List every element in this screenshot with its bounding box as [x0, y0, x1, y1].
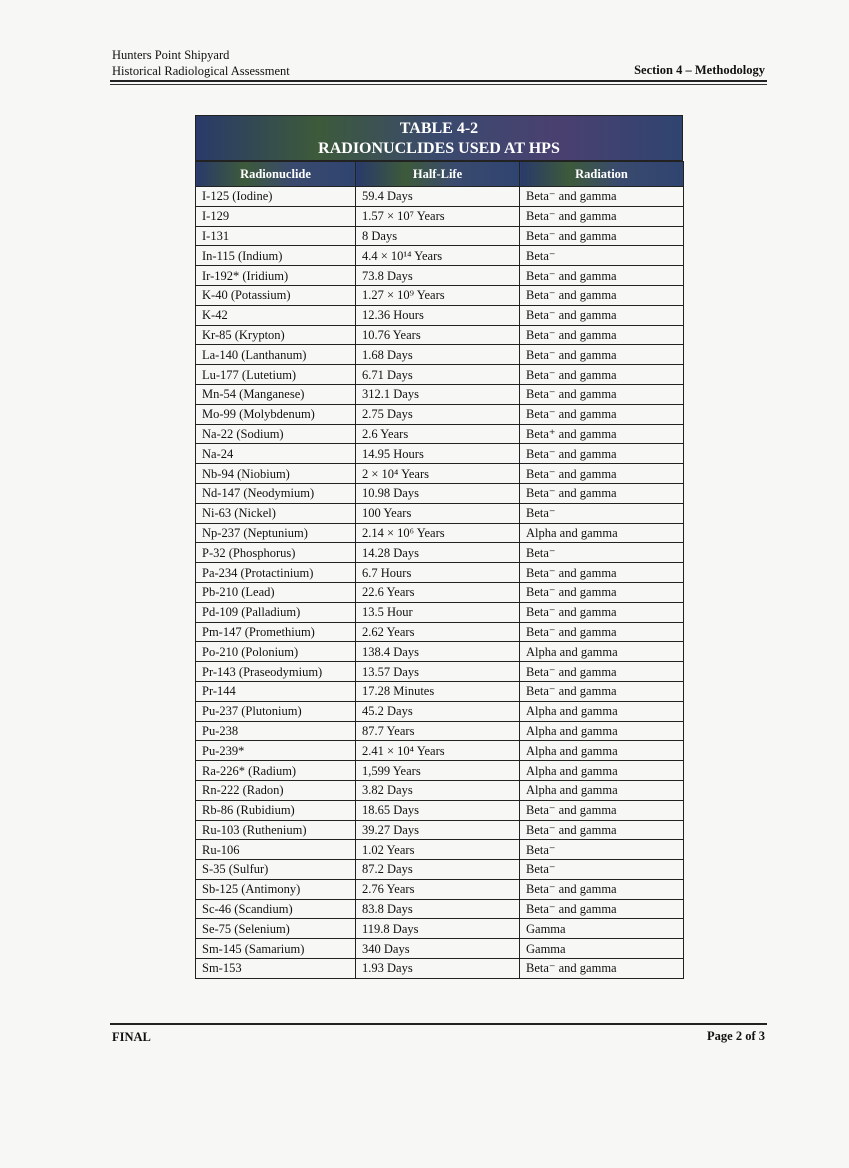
column-header-radiation: Radiation [520, 162, 684, 187]
half-life-cell: 1.02 Years [356, 840, 520, 860]
table-row [196, 622, 684, 642]
header-org-line2: Historical Radiological Assessment [112, 64, 290, 78]
half-life-cell: 3.82 Days [356, 780, 520, 800]
footer-page-number: Page 2 of 3 [707, 1029, 765, 1043]
half-life-cell: 4.4 × 10¹⁴ Years [356, 246, 520, 266]
header-rule-thin [110, 84, 767, 85]
radionuclide-cell: Rb-86 (Rubidium) [196, 800, 356, 820]
radiation-cell: Alpha and gamma [520, 701, 684, 721]
half-life-cell: 2.76 Years [356, 879, 520, 899]
table-row [196, 840, 684, 860]
radiation-cell: Beta⁻ [520, 246, 684, 266]
half-life-cell: 2.41 × 10⁴ Years [356, 741, 520, 761]
table-row [196, 483, 684, 503]
footer-rule [110, 1023, 767, 1025]
radionuclide-cell: Mo-99 (Molybdenum) [196, 404, 356, 424]
radionuclide-cell: Ni-63 (Nickel) [196, 503, 356, 523]
table-row [196, 879, 684, 899]
half-life-cell: 2.6 Years [356, 424, 520, 444]
half-life-cell: 14.95 Hours [356, 444, 520, 464]
half-life-cell: 59.4 Days [356, 187, 520, 207]
half-life-cell: 138.4 Days [356, 642, 520, 662]
radiation-cell: Beta⁻ and gamma [520, 681, 684, 701]
radionuclide-cell: K-40 (Potassium) [196, 285, 356, 305]
radionuclide-cell: P-32 (Phosphorus) [196, 543, 356, 563]
radionuclide-cell: Sm-153 [196, 959, 356, 979]
table-body [196, 187, 684, 979]
radionuclide-cell: Pu-237 (Plutonium) [196, 701, 356, 721]
table-row [196, 721, 684, 741]
radiation-cell: Beta⁻ and gamma [520, 325, 684, 345]
table-row [196, 761, 684, 781]
radiation-cell: Alpha and gamma [520, 721, 684, 741]
radionuclide-cell: Po-210 (Polonium) [196, 642, 356, 662]
radionuclide-cell: S-35 (Sulfur) [196, 860, 356, 880]
radionuclide-cell: I-125 (Iodine) [196, 187, 356, 207]
radionuclide-cell: Mn-54 (Manganese) [196, 384, 356, 404]
radiation-cell: Beta⁻ and gamma [520, 959, 684, 979]
half-life-cell: 10.76 Years [356, 325, 520, 345]
radiation-cell: Alpha and gamma [520, 761, 684, 781]
radiation-cell: Beta⁻ and gamma [520, 384, 684, 404]
radionuclide-cell: Pb-210 (Lead) [196, 582, 356, 602]
radiation-cell: Beta⁻ and gamma [520, 483, 684, 503]
table-row [196, 741, 684, 761]
radionuclide-cell: K-42 [196, 305, 356, 325]
radionuclide-cell: Pr-143 (Praseodymium) [196, 662, 356, 682]
radiation-cell: Beta⁻ and gamma [520, 820, 684, 840]
table-title-line2: RADIONUCLIDES USED AT HPS [318, 140, 560, 157]
table-row [196, 642, 684, 662]
table-row [196, 780, 684, 800]
half-life-cell: 100 Years [356, 503, 520, 523]
half-life-cell: 39.27 Days [356, 820, 520, 840]
radionuclide-cell: Sb-125 (Antimony) [196, 879, 356, 899]
half-life-cell: 312.1 Days [356, 384, 520, 404]
radionuclide-cell: Pm-147 (Promethium) [196, 622, 356, 642]
half-life-cell: 17.28 Minutes [356, 681, 520, 701]
table-row [196, 919, 684, 939]
data-table [195, 161, 684, 979]
table-row [196, 444, 684, 464]
radiation-cell: Beta⁻ and gamma [520, 266, 684, 286]
half-life-cell: 1.57 × 10⁷ Years [356, 206, 520, 226]
document-header [112, 47, 290, 79]
table-row [196, 800, 684, 820]
half-life-cell: 1.27 × 10⁹ Years [356, 285, 520, 305]
radiation-cell: Beta⁻ [520, 860, 684, 880]
radiation-cell: Beta⁺ and gamma [520, 424, 684, 444]
radiation-cell: Beta⁻ and gamma [520, 345, 684, 365]
radionuclide-cell: Pa-234 (Protactinium) [196, 563, 356, 583]
radionuclide-cell: Np-237 (Neptunium) [196, 523, 356, 543]
table-row [196, 899, 684, 919]
radionuclide-cell: Rn-222 (Radon) [196, 780, 356, 800]
radionuclide-cell: Ru-103 (Ruthenium) [196, 820, 356, 840]
header-rule [110, 80, 767, 82]
table-row [196, 206, 684, 226]
table-row [196, 820, 684, 840]
radionuclide-cell: Ir-192* (Iridium) [196, 266, 356, 286]
radiation-cell: Beta⁻ and gamma [520, 404, 684, 424]
table-row [196, 285, 684, 305]
radionuclide-cell: Pr-144 [196, 681, 356, 701]
table-row [196, 325, 684, 345]
radiation-cell: Beta⁻ and gamma [520, 899, 684, 919]
radionuclide-cell: Se-75 (Selenium) [196, 919, 356, 939]
radiation-cell: Beta⁻ and gamma [520, 582, 684, 602]
radiation-cell: Beta⁻ and gamma [520, 602, 684, 622]
radionuclide-cell: I-131 [196, 226, 356, 246]
radiation-cell: Beta⁻ and gamma [520, 226, 684, 246]
radiation-cell: Beta⁻ and gamma [520, 285, 684, 305]
half-life-cell: 13.57 Days [356, 662, 520, 682]
table-row [196, 662, 684, 682]
half-life-cell: 22.6 Years [356, 582, 520, 602]
table-row [196, 384, 684, 404]
half-life-cell: 87.2 Days [356, 860, 520, 880]
radionuclide-cell: Ru-106 [196, 840, 356, 860]
table-row [196, 860, 684, 880]
radionuclide-cell: Na-22 (Sodium) [196, 424, 356, 444]
header-section: Section 4 – Methodology [634, 63, 765, 77]
table-row [196, 543, 684, 563]
table-row [196, 681, 684, 701]
table-row [196, 523, 684, 543]
radiation-cell: Alpha and gamma [520, 780, 684, 800]
half-life-cell: 2.14 × 10⁶ Years [356, 523, 520, 543]
half-life-cell: 87.7 Years [356, 721, 520, 741]
half-life-cell: 8 Days [356, 226, 520, 246]
table-row [196, 187, 684, 207]
radiation-cell: Beta⁻ [520, 503, 684, 523]
radiation-cell: Gamma [520, 939, 684, 959]
radionuclide-cell: Nb-94 (Niobium) [196, 464, 356, 484]
table-row [196, 939, 684, 959]
table-row [196, 602, 684, 622]
radiation-cell: Beta⁻ and gamma [520, 800, 684, 820]
radiation-cell: Beta⁻ and gamma [520, 206, 684, 226]
radiation-cell: Alpha and gamma [520, 523, 684, 543]
radiation-cell: Alpha and gamma [520, 741, 684, 761]
radiation-cell: Beta⁻ and gamma [520, 563, 684, 583]
half-life-cell: 18.65 Days [356, 800, 520, 820]
radionuclide-cell: In-115 (Indium) [196, 246, 356, 266]
table-row [196, 563, 684, 583]
footer-status: FINAL [112, 1030, 151, 1044]
half-life-cell: 14.28 Days [356, 543, 520, 563]
half-life-cell: 10.98 Days [356, 483, 520, 503]
radionuclide-cell: Pu-238 [196, 721, 356, 741]
table-row [196, 959, 684, 979]
column-header-half-life: Half-Life [356, 162, 520, 187]
half-life-cell: 1.93 Days [356, 959, 520, 979]
table-row [196, 582, 684, 602]
radionuclide-cell: Lu-177 (Lutetium) [196, 365, 356, 385]
radionuclide-cell: I-129 [196, 206, 356, 226]
half-life-cell: 73.8 Days [356, 266, 520, 286]
table-row [196, 424, 684, 444]
radionuclide-cell: Nd-147 (Neodymium) [196, 483, 356, 503]
half-life-cell: 83.8 Days [356, 899, 520, 919]
half-life-cell: 13.5 Hour [356, 602, 520, 622]
radionuclide-cell: Sm-145 (Samarium) [196, 939, 356, 959]
half-life-cell: 45.2 Days [356, 701, 520, 721]
radiation-cell: Beta⁻ and gamma [520, 444, 684, 464]
header-org-line1: Hunters Point Shipyard [112, 48, 230, 62]
radiation-cell: Beta⁻ and gamma [520, 879, 684, 899]
half-life-cell: 6.71 Days [356, 365, 520, 385]
radiation-cell: Beta⁻ and gamma [520, 365, 684, 385]
half-life-cell: 119.8 Days [356, 919, 520, 939]
half-life-cell: 1,599 Years [356, 761, 520, 781]
table-row [196, 246, 684, 266]
table-row [196, 701, 684, 721]
radionuclide-cell: Pd-109 (Palladium) [196, 602, 356, 622]
half-life-cell: 6.7 Hours [356, 563, 520, 583]
table-header-row [196, 162, 684, 187]
column-header-radionuclide: Radionuclide [196, 162, 356, 187]
radiation-cell: Beta⁻ and gamma [520, 662, 684, 682]
radionuclide-cell: La-140 (Lanthanum) [196, 345, 356, 365]
half-life-cell: 2.62 Years [356, 622, 520, 642]
radionuclide-cell: Na-24 [196, 444, 356, 464]
table-row [196, 365, 684, 385]
radionuclide-cell: Pu-239* [196, 741, 356, 761]
table-row [196, 305, 684, 325]
table-row [196, 345, 684, 365]
radiation-cell: Beta⁻ and gamma [520, 305, 684, 325]
radiation-cell: Beta⁻ and gamma [520, 187, 684, 207]
radionuclide-cell: Sc-46 (Scandium) [196, 899, 356, 919]
half-life-cell: 340 Days [356, 939, 520, 959]
radionuclide-cell: Kr-85 (Krypton) [196, 325, 356, 345]
table-row [196, 266, 684, 286]
table-row [196, 226, 684, 246]
table-row [196, 404, 684, 424]
half-life-cell: 2.75 Days [356, 404, 520, 424]
radiation-cell: Gamma [520, 919, 684, 939]
radiation-cell: Beta⁻ [520, 840, 684, 860]
table-row [196, 464, 684, 484]
half-life-cell: 1.68 Days [356, 345, 520, 365]
half-life-cell: 2 × 10⁴ Years [356, 464, 520, 484]
table-title [195, 115, 683, 161]
radionuclide-cell: Ra-226* (Radium) [196, 761, 356, 781]
radiation-cell: Alpha and gamma [520, 642, 684, 662]
radiation-cell: Beta⁻ [520, 543, 684, 563]
half-life-cell: 12.36 Hours [356, 305, 520, 325]
radiation-cell: Beta⁻ and gamma [520, 622, 684, 642]
table-row [196, 503, 684, 523]
table-title-line1: TABLE 4-2 [399, 120, 479, 137]
radiation-cell: Beta⁻ and gamma [520, 464, 684, 484]
radionuclides-table [195, 115, 683, 979]
